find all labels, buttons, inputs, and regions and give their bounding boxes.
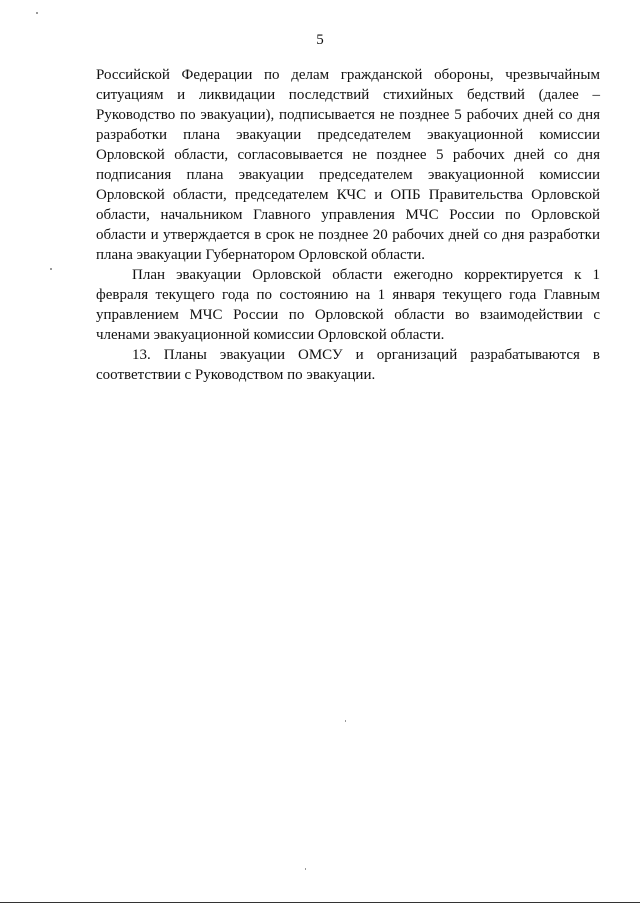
scan-speck <box>305 868 306 870</box>
document-body <box>96 65 600 385</box>
paragraph-evacuation-plan-correction: План эвакуации Орловской области ежегодно корректируется к 1 февраля текущего года по состоянию на 1 января текущего года Главным управлением МЧС России по Орловской области во взаимодействии с членами эвакуационной комиссии Орловской области. <box>96 267 600 343</box>
paragraph-continuation: Российской Федерации по делам гражданской обороны, чрезвычайным ситуациям и ликвидации последствий стихийных бедствий (далее – Руководство по эвакуации), подписывается не позднее 5 рабочих дней со дня разработки плана эвакуации председателем эвакуационной комиссии Орловской области, согласовывается не позднее 5 рабочих дней со дня подписания плана эвакуации председателем эвакуационной комиссии Орловской области, председателем КЧС и ОПБ Правительства Орловской области, начальником Главного управления МЧС России по Орловской области и утверждается в срок не позднее 20 рабочих дней со дня разработки плана эвакуации Губернатором Орловской области. <box>96 67 600 263</box>
scan-speck <box>36 12 38 14</box>
paragraph-item-13: 13. Планы эвакуации ОМСУ и организаций разрабатываются в соответствии с Руководством по эвакуации. <box>96 347 600 383</box>
scan-speck <box>345 720 346 722</box>
scan-bottom-edge <box>0 902 640 903</box>
scan-speck <box>50 268 52 270</box>
page-number: 5 <box>316 32 324 48</box>
